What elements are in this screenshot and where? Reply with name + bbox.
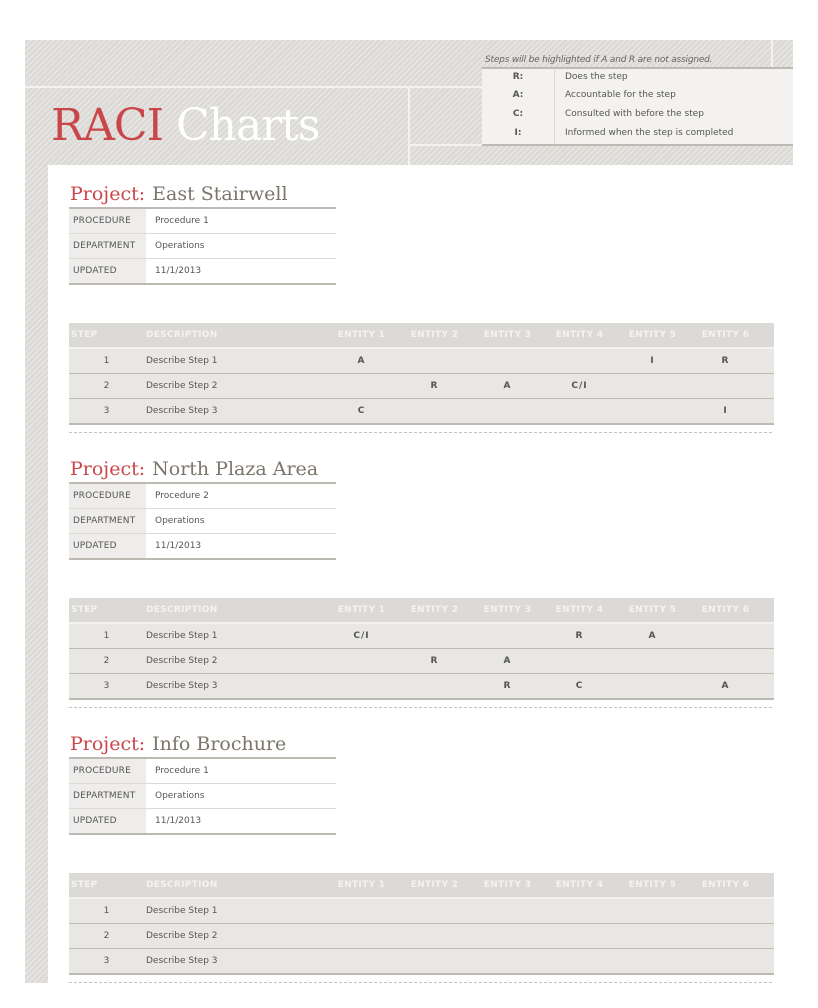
header-entity-5: ENTITY 5 (628, 330, 677, 340)
info-key-label: UPDATED (73, 816, 117, 826)
info-key-label: DEPARTMENT (73, 516, 136, 526)
step-number: 1 (103, 631, 110, 641)
entity-cell[interactable]: A (357, 356, 366, 366)
legend-desc: Does the step (565, 72, 628, 82)
info-key (69, 209, 146, 233)
legend-key: I: (514, 128, 522, 138)
legend-key: R: (512, 72, 524, 82)
legend-key: C: (512, 109, 524, 119)
banner-line (408, 86, 410, 165)
info-row-department (69, 234, 336, 259)
legend-row (482, 125, 793, 143)
sidebar-strip (25, 165, 48, 983)
step-number: 2 (103, 931, 110, 941)
project-label: Project: (70, 458, 146, 480)
entity-cell[interactable]: A (503, 656, 512, 666)
project-name: Info Brochure (152, 733, 287, 755)
info-row-procedure (69, 759, 336, 784)
header-entity-1: ENTITY 1 (337, 605, 386, 615)
info-row-updated (69, 534, 336, 558)
header-entity-6: ENTITY 6 (701, 330, 750, 340)
entity-cell[interactable]: R (503, 681, 512, 691)
info-row-updated (69, 809, 336, 833)
header-entity-2: ENTITY 2 (410, 330, 459, 340)
info-key (69, 509, 146, 533)
table-row (69, 624, 774, 649)
entity-cell[interactable]: I (650, 356, 655, 366)
info-key (69, 484, 146, 508)
info-key (69, 784, 146, 808)
table-row (69, 649, 774, 674)
info-key-label: PROCEDURE (73, 766, 131, 776)
info-key-label: UPDATED (73, 541, 117, 551)
step-description[interactable]: Describe Step 2 (146, 931, 218, 941)
legend (482, 40, 793, 144)
header-banner (25, 40, 793, 165)
project-label: Project: (70, 183, 146, 205)
section-divider (69, 432, 772, 433)
step-description[interactable]: Describe Step 1 (146, 906, 218, 916)
entity-cell[interactable]: C/I (353, 631, 370, 641)
info-row-department (69, 509, 336, 534)
project-label: Project: (70, 733, 146, 755)
info-key (69, 534, 146, 558)
info-value-updated[interactable]: 11/1/2013 (155, 266, 202, 276)
project-title (70, 183, 288, 205)
legend-desc: Accountable for the step (565, 90, 676, 100)
info-value-updated[interactable]: 11/1/2013 (155, 541, 202, 551)
header-entity-3: ENTITY 3 (483, 605, 532, 615)
project-info-table (69, 207, 336, 285)
title-charts: Charts (175, 100, 320, 151)
table-row (69, 399, 774, 425)
step-number: 1 (103, 906, 110, 916)
table-row (69, 949, 774, 975)
header-description: DESCRIPTION (146, 605, 218, 615)
project-info-table (69, 482, 336, 560)
header-step: STEP (71, 330, 98, 340)
step-description[interactable]: Describe Step 2 (146, 656, 218, 666)
entity-cell[interactable]: A (648, 631, 657, 641)
entity-cell[interactable]: R (575, 631, 584, 641)
header-entity-2: ENTITY 2 (410, 605, 459, 615)
page-title (51, 100, 319, 151)
info-value-procedure[interactable]: Procedure 1 (155, 766, 209, 776)
info-value-department[interactable]: Operations (155, 791, 205, 801)
header-entity-1: ENTITY 1 (337, 880, 386, 890)
raci-table (69, 323, 774, 425)
raci-table (69, 598, 774, 700)
header-entity-5: ENTITY 5 (628, 605, 677, 615)
info-row-department (69, 784, 336, 809)
step-number: 1 (103, 356, 110, 366)
info-key-label: PROCEDURE (73, 216, 131, 226)
legend-key: A: (512, 90, 524, 100)
info-key (69, 759, 146, 783)
step-description[interactable]: Describe Step 1 (146, 356, 218, 366)
header-entity-3: ENTITY 3 (483, 880, 532, 890)
info-key-label: UPDATED (73, 266, 117, 276)
step-description[interactable]: Describe Step 3 (146, 681, 218, 691)
header-description: DESCRIPTION (146, 330, 218, 340)
step-description[interactable]: Describe Step 1 (146, 631, 218, 641)
step-description[interactable]: Describe Step 3 (146, 956, 218, 966)
info-value-updated[interactable]: 11/1/2013 (155, 816, 202, 826)
info-key (69, 809, 146, 833)
header-entity-2: ENTITY 2 (410, 880, 459, 890)
section-divider (69, 707, 772, 708)
info-key-label: DEPARTMENT (73, 241, 136, 251)
info-value-procedure[interactable]: Procedure 1 (155, 216, 209, 226)
raci-table (69, 873, 774, 975)
table-row (69, 374, 774, 399)
info-key (69, 234, 146, 258)
info-value-department[interactable]: Operations (155, 516, 205, 526)
header-description: DESCRIPTION (146, 880, 218, 890)
raci-header-row (69, 873, 774, 899)
info-key (69, 259, 146, 283)
step-number: 2 (103, 656, 110, 666)
legend-box (482, 67, 793, 146)
info-row-updated (69, 259, 336, 283)
header-entity-4: ENTITY 4 (555, 330, 604, 340)
step-number: 3 (103, 406, 110, 416)
header-entity-6: ENTITY 6 (701, 605, 750, 615)
step-description[interactable]: Describe Step 3 (146, 406, 218, 416)
info-key-label: PROCEDURE (73, 491, 131, 501)
table-row (69, 674, 774, 700)
header-entity-4: ENTITY 4 (555, 880, 604, 890)
project-name: East Stairwell (152, 183, 288, 205)
table-row (69, 924, 774, 949)
info-row-procedure (69, 209, 336, 234)
info-key-label: DEPARTMENT (73, 791, 136, 801)
legend-desc: Informed when the step is completed (565, 128, 734, 138)
banner-line (25, 86, 482, 88)
info-value-procedure[interactable]: Procedure 2 (155, 491, 209, 501)
header-entity-5: ENTITY 5 (628, 880, 677, 890)
legend-note: Steps will be highlighted if A and R are not assigned. (485, 55, 713, 65)
entity-cell[interactable]: I (723, 406, 728, 416)
header-step: STEP (71, 880, 98, 890)
entity-cell[interactable]: R (430, 381, 439, 391)
step-number: 3 (103, 956, 110, 966)
entity-cell[interactable]: C (575, 681, 584, 691)
table-row (69, 349, 774, 374)
entity-cell[interactable]: C (357, 406, 366, 416)
title-raci: RACI (51, 100, 163, 151)
step-number: 3 (103, 681, 110, 691)
section-divider (69, 982, 772, 983)
info-row-procedure (69, 484, 336, 509)
header-step: STEP (71, 605, 98, 615)
header-entity-3: ENTITY 3 (483, 330, 532, 340)
project-name: North Plaza Area (152, 458, 319, 480)
info-value-department[interactable]: Operations (155, 241, 205, 251)
legend-desc: Consulted with before the step (565, 109, 704, 119)
entity-cell[interactable]: A (503, 381, 512, 391)
project-title (70, 733, 286, 755)
step-number: 2 (103, 381, 110, 391)
entity-cell[interactable]: A (721, 681, 730, 691)
legend-row (482, 106, 793, 124)
header-entity-4: ENTITY 4 (555, 605, 604, 615)
header-entity-6: ENTITY 6 (701, 880, 750, 890)
project-title (70, 458, 318, 480)
entity-cell[interactable]: R (721, 356, 730, 366)
legend-row (482, 87, 793, 105)
entity-cell[interactable]: R (430, 656, 439, 666)
raci-header-row (69, 323, 774, 349)
entity-cell[interactable]: C/I (571, 381, 588, 391)
project-info-table (69, 757, 336, 835)
legend-row (482, 69, 793, 87)
step-description[interactable]: Describe Step 2 (146, 381, 218, 391)
table-row (69, 899, 774, 924)
header-entity-1: ENTITY 1 (337, 330, 386, 340)
raci-header-row (69, 598, 774, 624)
